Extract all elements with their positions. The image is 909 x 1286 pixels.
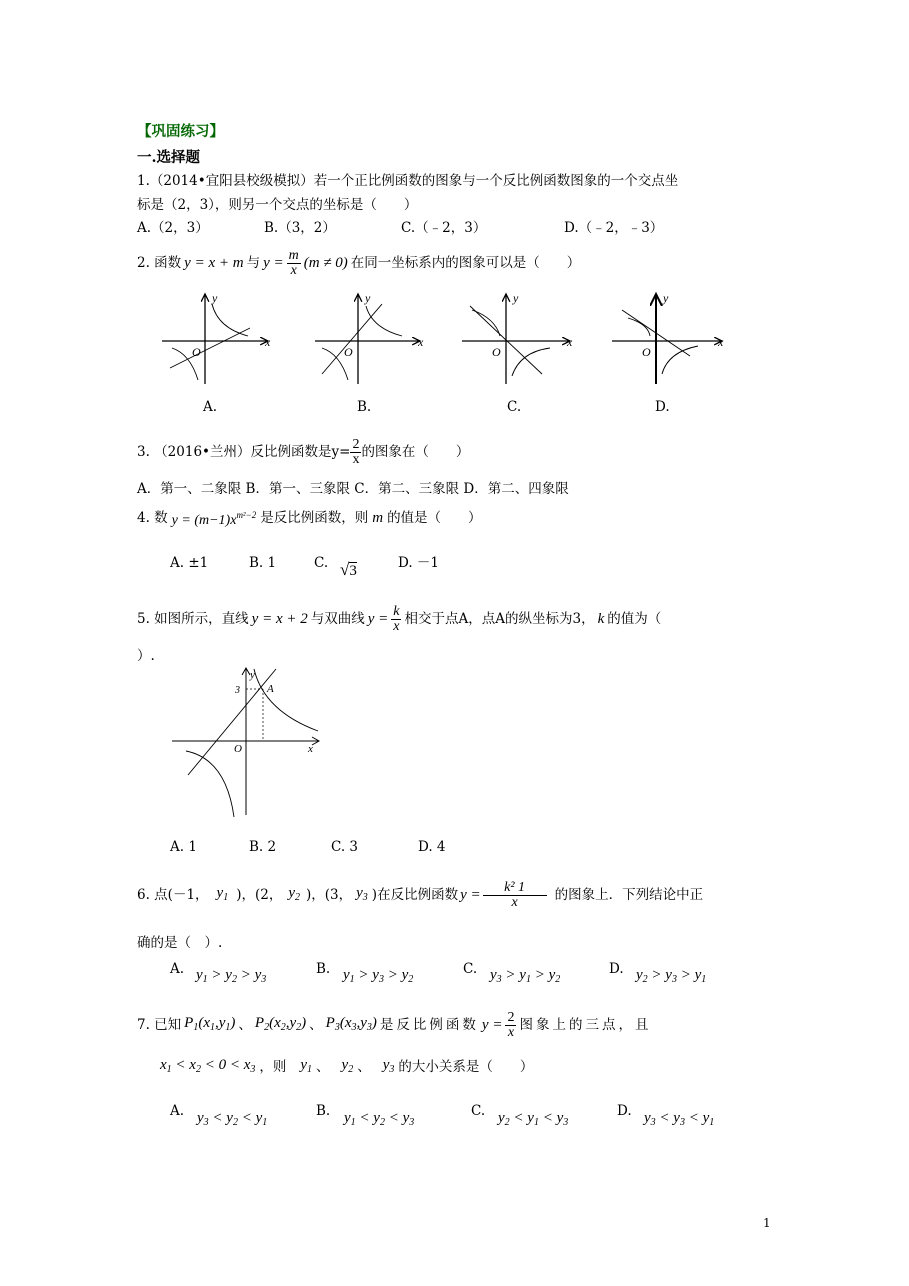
q3-options: A．第一、二象限 B．第一、三象限 C．第二、三象限 D．第二、四象限 [137,481,569,497]
q6-option-d: D. [609,961,624,977]
graph-a [162,291,271,384]
q7-sep2: 、 [309,1017,323,1033]
q6-option-c: C. [463,961,478,977]
q7-option-b-expr: $y_1 < y_2 < y_3$ [344,1110,415,1128]
page-number: 1 [763,1216,771,1230]
q1-line1: 1.（2014•宜阳县校级模拟）若一个正比例函数的图象与一个反比例函数图象的一个交点坐 [137,173,679,189]
q7-option-d-expr: $y_3 < y_3 < y_1$ [644,1110,715,1128]
graph-b [315,291,424,384]
q7-cond: $x_1 < x_2 < 0 < x_3$ [160,1056,256,1075]
q7-line2 [160,1054,533,1080]
section-header: 【巩固练习】 [137,123,224,140]
q5-frac-den: x [393,618,400,634]
q3-stem [137,432,469,472]
q3-prefix: 3. （2016•兰州）反比例函数是y= [137,444,351,460]
q4-prefix: 4. 数 [137,510,168,526]
q2-frac-num: m [288,247,299,263]
q1-line2: 标是（2，3），则另一个交点的坐标是（ ） [137,197,418,213]
q2-frac-den: x [287,263,301,278]
q1-option-c: C.（﹣2，3） [401,220,487,236]
q6-p3: )，(3， [306,887,353,903]
q7-option-c: C. [471,1103,486,1119]
q6-frac-den: x [483,895,547,910]
graph-b-y-label: y [365,291,371,305]
q7-eq-lhs: y = [481,1017,503,1033]
q4-option-c: C. [314,555,329,571]
q6-option-b-expr: $y_1 > y_3 > y_2$ [343,967,414,985]
q5-prefix: 5. 如图所示，直线 [137,611,249,627]
q6-stem [137,874,703,916]
graph-d-y-label: y [663,291,669,305]
section-title: 一.选择题 [137,149,201,166]
q6-fraction [483,881,547,910]
graph-a-y-label: y [212,291,218,305]
q6-p2: )，(2， [236,887,283,903]
q6-eq-lhs: y = [460,887,481,903]
q1-option-a: A.（2，3） [137,220,209,236]
q6-option-a-expr: $y_1 > y_2 > y_3$ [196,967,267,985]
q5-stem [137,598,661,640]
q7-suffix2: 的大小关系是（ ） [398,1059,534,1075]
q3-frac-den: x [352,451,360,467]
q7-frac-num: 2 [507,1009,515,1025]
q7-option-d: D. [617,1103,632,1119]
q5-option-d: D. 4 [418,839,446,855]
q6-option-a: A. [170,961,185,977]
q6-option-c-expr: $y_3 > y_1 > y_2$ [490,967,561,985]
q7-y1: $y_1$ [300,1056,313,1075]
q6-line2: 确的是（ ）. [137,935,223,951]
q2-prefix: 2. 函数 [137,255,182,271]
q6-y2: $y_2$ [288,884,300,903]
q4-suffix: 是反比例函数，则 [260,510,369,526]
q2-eq2-lhs: y = [263,255,284,271]
q5-figure [168,665,328,820]
q4-stem [137,505,482,531]
graph-d-x-label: x [718,335,724,349]
graph-a-origin: O [192,345,201,359]
q6-suffix: 的图象上．下列结论中正 [554,887,704,903]
q2-graph-label-b: B. [357,399,372,415]
graph-d [612,291,724,384]
q6-p4: )在反比例函数 [371,887,459,903]
q5-y-label: y [250,669,255,681]
q5-mid: 与双曲线 [310,611,365,627]
graph-c-origin: O [492,345,501,359]
q7-p1: $P_1(x_1,y_1)$ [184,1014,236,1033]
q7-stem [137,1004,651,1046]
q4-option-b: B. 1 [249,555,277,571]
q7-prefix: 7. 已知 [137,1017,182,1033]
q7-fraction [505,1011,516,1040]
q6-y3: $y_3$ [356,884,368,903]
graph-c [462,291,573,384]
q5-fraction [391,605,401,634]
q6-frac-num: k² 1 [504,879,526,895]
q5-option-c: C. 3 [331,839,359,855]
q7-suffix: 图象上的三点，且 [519,1017,652,1033]
q2-graphs [150,288,750,388]
q2-suffix: 在同一坐标系内的图象可以是（ ） [350,255,581,271]
q2-fraction [287,249,301,278]
graph-c-x-label: x [567,335,573,349]
q5-k: k [597,611,605,627]
q4-option-d: D. －1 [398,555,440,571]
q7-option-b: B. [316,1103,331,1119]
q7-y3: $y_3$ [382,1056,395,1075]
q2-graph-label-c: C. [507,399,522,415]
q2-graph-label-d: D. [655,399,670,415]
q5-eq1: y = x + 2 [251,611,308,627]
q7-then: ，则 [259,1059,287,1075]
q7-option-a-expr: $y_3 < y_2 < y_1$ [197,1110,268,1128]
q5-eq2-lhs: y = [367,611,389,627]
q7-ysep1: 、 [316,1059,330,1075]
q5-mid2: 相交于点A，点A的纵坐标为3， [404,611,595,627]
q4-suffix2: 的值是（ ） [387,510,482,526]
q6-y1: $y_1$ [216,884,229,903]
q7-y2: $y_2$ [341,1056,354,1075]
q7-frac-den: x [505,1025,516,1040]
q6-prefix: 6. 点(－1， [137,887,209,903]
q4-var: m [372,510,384,526]
q7-sep1: 、 [238,1017,252,1033]
q5-frac-num: k [393,603,400,619]
q7-p3: $P_3(x_3,y_3)$ [325,1014,377,1033]
q5-point-a: A [267,683,274,695]
q5-origin: O [234,743,242,755]
q2-eq2-cond: (m ≠ 0) [303,255,348,271]
q5-x-label: x [308,743,313,755]
q5-three: 3 [235,685,240,696]
q4-option-a: A. ±1 [170,555,209,571]
graph-b-x-label: x [418,335,424,349]
q7-mid: 是反比例函数 [379,1017,479,1033]
q4-option-c-sqrt: √3 [340,560,357,579]
q7-option-c-expr: $y_2 < y_1 < y_3$ [498,1110,569,1128]
q6-option-d-expr: $y_2 > y_3 > y_1$ [636,967,707,985]
q7-p2: $P_2(x_2,y_2)$ [254,1014,307,1033]
q1-option-d: D.（﹣2，﹣3） [564,220,664,236]
graph-b-origin: O [344,345,353,359]
q4-eq [172,506,257,530]
q6-option-b: B. [316,961,331,977]
q3-suffix: 的图象在（ ） [361,444,470,460]
q1-option-b: B.（3，2） [264,220,336,236]
q2-mid: 与 [246,255,261,271]
q2-stem [137,243,580,283]
q5-line2: ）. [137,648,155,664]
q3-frac-num: 2 [352,436,360,452]
q5-option-b: B. 2 [249,839,277,855]
q5-option-a: A. 1 [170,839,197,855]
q4-sqrt-val: 3 [349,563,357,579]
q7-ysep2: 、 [357,1059,371,1075]
q2-graph-label-a: A. [203,399,218,415]
graph-a-x-label: x [265,335,271,349]
q2-eq1: y = x + m [184,255,244,271]
q7-option-a: A. [170,1103,185,1119]
q4-eq-exp: m²−2 [236,510,257,520]
graph-d-origin: O [642,345,651,359]
graph-c-y-label: y [513,291,519,305]
q4-eq-base: y = (m−1)x [171,513,237,528]
q5-suffix: 的值为（ [607,611,662,627]
q3-fraction [350,438,361,467]
